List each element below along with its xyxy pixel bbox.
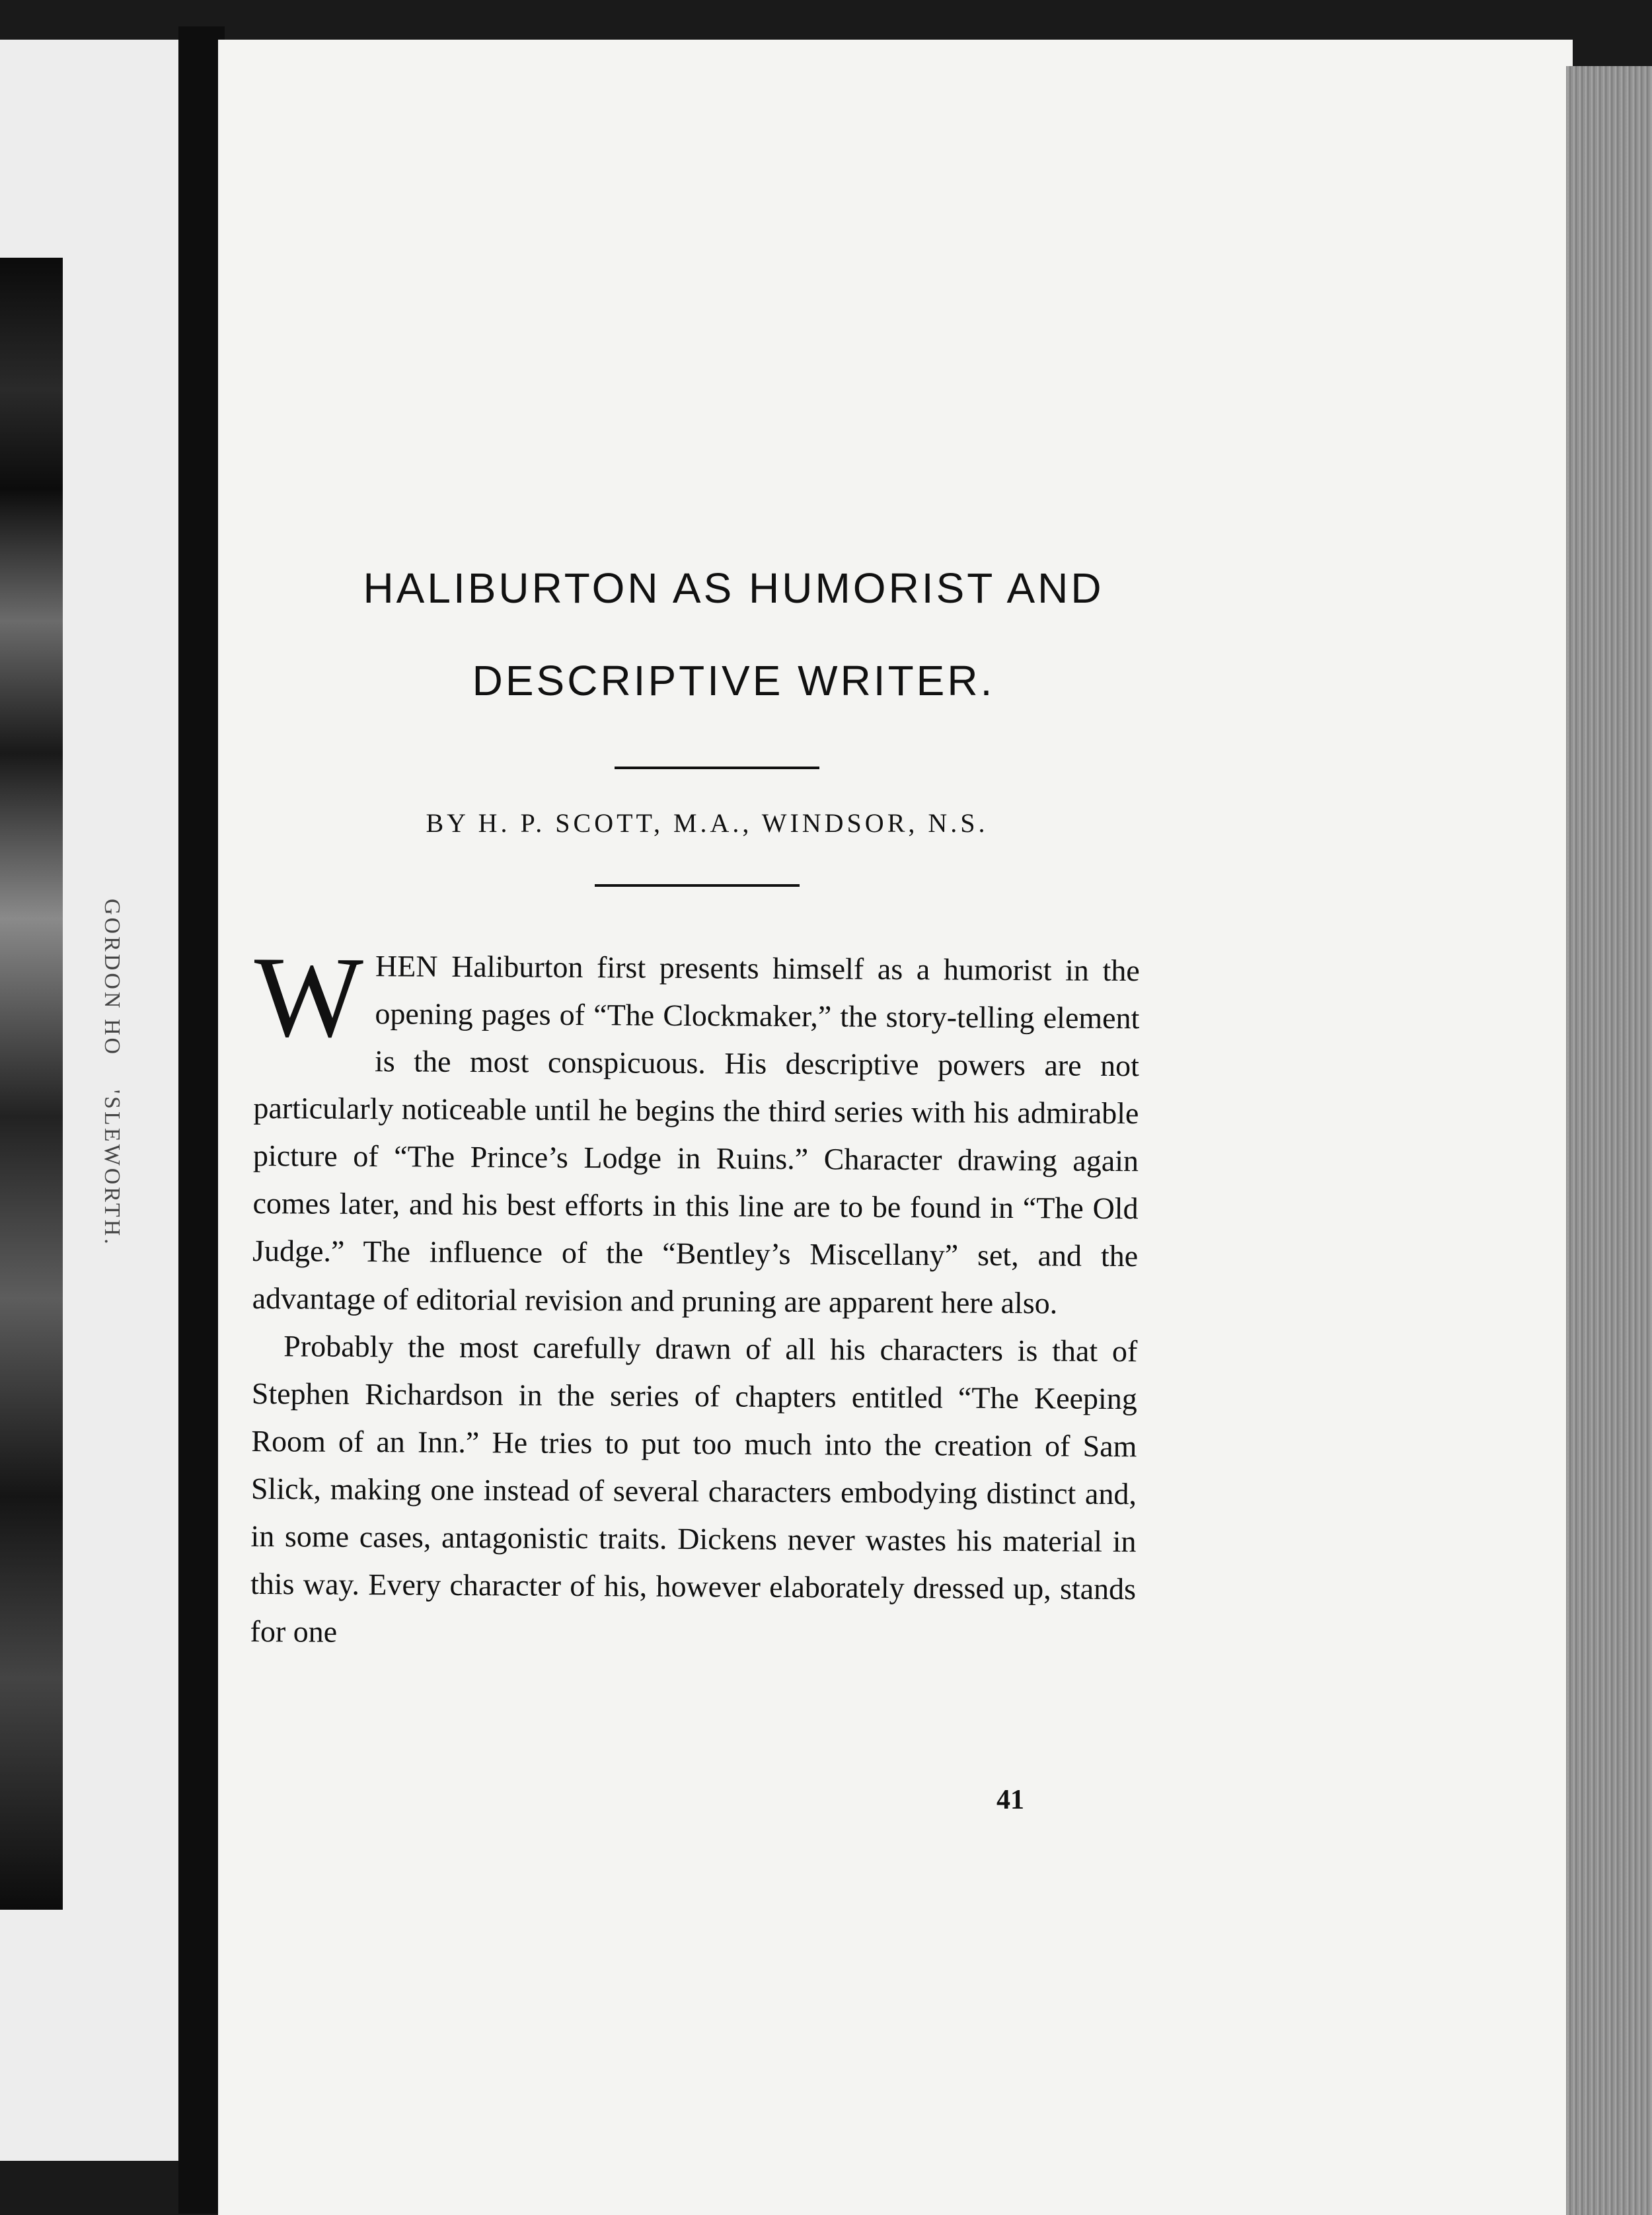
- paragraph-1-text: HEN Haliburton first presents himself as a humorist in the opening pages of “The Clockmaker,” the story-telling element is the most conspicuous. His descriptive powers are not particularly noticeable until he begins the third series with his admirable picture of “The Prince’s Lodge in Ruins.” Character drawing again comes later, and his best efforts in this line are to be found in “The Old Judge.” The influence of the “Bentley’s Miscellany” set, and the advantage of editorial revision and pruning are apparent here also.: [252, 949, 1140, 1320]
- paragraph-1: [252, 932, 1140, 1328]
- title-line-1: HALIBURTON AS HUMORIST AND: [363, 564, 1104, 612]
- title-line-2: DESCRIPTIVE WRITER.: [472, 657, 995, 704]
- left-page-caption: GORDON HO 'SLEWORTH.: [100, 899, 124, 1247]
- byline: BY H. P. SCOTT, M.A., WINDSOR, N.S.: [426, 808, 989, 838]
- paragraph-2: Probably the most carefully drawn of all his characters is that of Stephen Richardson in the series of chapters entitled “The Keeping Room of an Inn.” He tries to put too much into the creation of Sam Slick, making one instead of several characters embodying distinct and, in some cases, antagonistic traits. Dickens never wastes his material in this way. Every character of his, however elaborately dressed up, stands for one: [250, 1329, 1138, 1649]
- left-page: [0, 40, 192, 2161]
- article-body: [250, 932, 1140, 1661]
- byline-divider: [595, 884, 800, 887]
- left-page-photo: [0, 258, 63, 1910]
- drop-cap: W: [253, 932, 364, 1062]
- article-title: [317, 542, 1150, 727]
- page-edge: [1566, 66, 1652, 2215]
- page-number: 41: [996, 1785, 1024, 1815]
- title-divider: [615, 767, 819, 769]
